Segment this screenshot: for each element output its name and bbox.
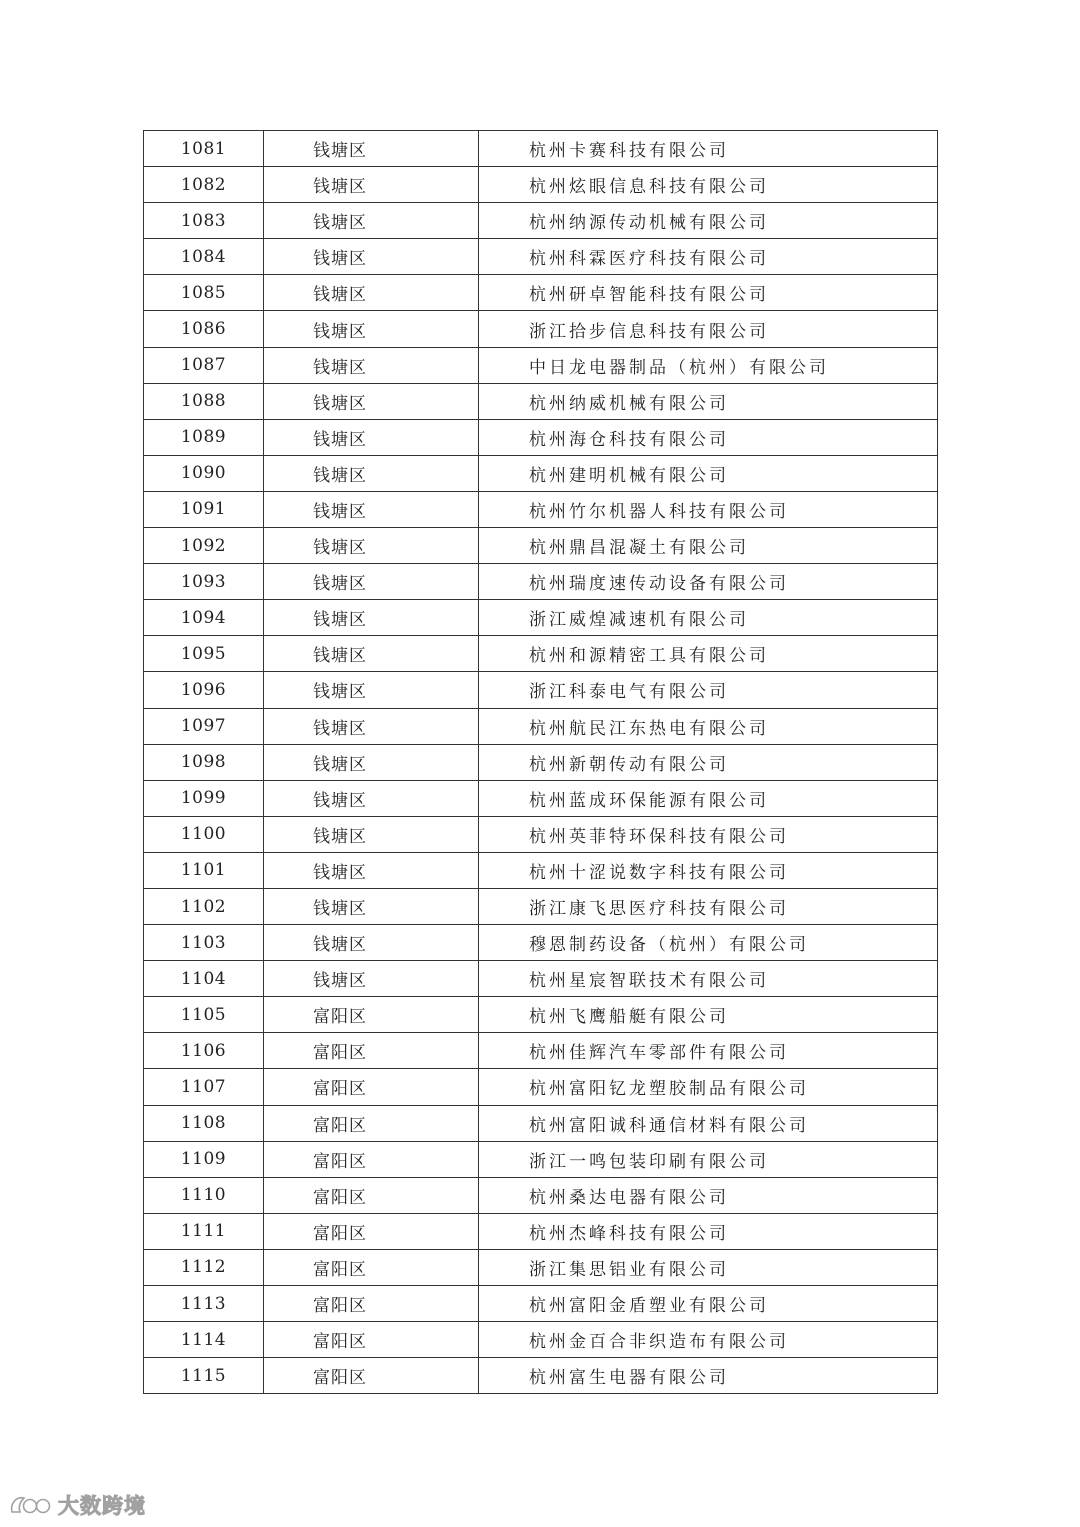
company-name-cell: 浙江一鸣包装印刷有限公司 <box>479 1141 938 1177</box>
row-number-cell: 1082 <box>144 167 264 203</box>
row-number-cell: 1102 <box>144 888 264 924</box>
company-name-cell: 浙江拾步信息科技有限公司 <box>479 311 938 347</box>
company-name-cell: 杭州瑞度速传动设备有限公司 <box>479 564 938 600</box>
company-name-cell: 杭州富阳金盾塑业有限公司 <box>479 1286 938 1322</box>
row-number-cell: 1090 <box>144 455 264 491</box>
district-cell: 钱塘区 <box>264 961 479 997</box>
row-number-cell: 1107 <box>144 1069 264 1105</box>
district-cell: 富阳区 <box>264 1322 479 1358</box>
district-cell: 钱塘区 <box>264 455 479 491</box>
row-number-cell: 1089 <box>144 419 264 455</box>
row-number-cell: 1112 <box>144 1249 264 1285</box>
table-row <box>144 311 938 347</box>
district-cell: 富阳区 <box>264 1069 479 1105</box>
row-number-cell: 1096 <box>144 672 264 708</box>
row-number-cell: 1106 <box>144 1033 264 1069</box>
table-row <box>144 1286 938 1322</box>
company-name-cell: 杭州金百合非织造布有限公司 <box>479 1322 938 1358</box>
district-cell: 钱塘区 <box>264 239 479 275</box>
row-number-cell: 1086 <box>144 311 264 347</box>
district-cell: 钱塘区 <box>264 528 479 564</box>
company-list-table <box>143 130 938 1394</box>
district-cell: 钱塘区 <box>264 600 479 636</box>
row-number-cell: 1093 <box>144 564 264 600</box>
table-row <box>144 925 938 961</box>
company-name-cell: 杭州新朝传动有限公司 <box>479 744 938 780</box>
table-row <box>144 275 938 311</box>
company-name-cell: 杭州研卓智能科技有限公司 <box>479 275 938 311</box>
row-number-cell: 1092 <box>144 528 264 564</box>
table-row <box>144 528 938 564</box>
district-cell: 钱塘区 <box>264 131 479 167</box>
district-cell: 钱塘区 <box>264 672 479 708</box>
company-name-cell: 中日龙电器制品（杭州）有限公司 <box>479 347 938 383</box>
table-row <box>144 1358 938 1394</box>
watermark-text: 大数跨境 <box>58 1494 146 1518</box>
company-name-cell: 穆恩制药设备（杭州）有限公司 <box>479 925 938 961</box>
row-number-cell: 1108 <box>144 1105 264 1141</box>
table-row <box>144 708 938 744</box>
district-cell: 钱塘区 <box>264 636 479 672</box>
table-row <box>144 419 938 455</box>
company-name-cell: 浙江康飞思医疗科技有限公司 <box>479 888 938 924</box>
row-number-cell: 1100 <box>144 816 264 852</box>
table-row <box>144 997 938 1033</box>
company-name-cell: 杭州海仓科技有限公司 <box>479 419 938 455</box>
company-name-cell: 杭州纳源传动机械有限公司 <box>479 203 938 239</box>
district-cell: 富阳区 <box>264 1358 479 1394</box>
table-row <box>144 203 938 239</box>
district-cell: 钱塘区 <box>264 925 479 961</box>
row-number-cell: 1097 <box>144 708 264 744</box>
district-cell: 钱塘区 <box>264 816 479 852</box>
company-name-cell: 杭州星宸智联技术有限公司 <box>479 961 938 997</box>
company-name-cell: 杭州炫眼信息科技有限公司 <box>479 167 938 203</box>
row-number-cell: 1115 <box>144 1358 264 1394</box>
row-number-cell: 1113 <box>144 1286 264 1322</box>
company-name-cell: 杭州杰峰科技有限公司 <box>479 1213 938 1249</box>
district-cell: 富阳区 <box>264 1141 479 1177</box>
company-name-cell: 杭州纳威机械有限公司 <box>479 383 938 419</box>
company-name-cell: 杭州富生电器有限公司 <box>479 1358 938 1394</box>
company-name-cell: 杭州和源精密工具有限公司 <box>479 636 938 672</box>
company-name-cell: 杭州蓝成环保能源有限公司 <box>479 780 938 816</box>
table-row <box>144 780 938 816</box>
row-number-cell: 1098 <box>144 744 264 780</box>
row-number-cell: 1114 <box>144 1322 264 1358</box>
company-name-cell: 杭州英菲特环保科技有限公司 <box>479 816 938 852</box>
row-number-cell: 1087 <box>144 347 264 383</box>
district-cell: 富阳区 <box>264 1033 479 1069</box>
table-row <box>144 744 938 780</box>
table-row <box>144 131 938 167</box>
district-cell: 富阳区 <box>264 1286 479 1322</box>
district-cell: 钱塘区 <box>264 852 479 888</box>
district-cell: 钱塘区 <box>264 203 479 239</box>
row-number-cell: 1111 <box>144 1213 264 1249</box>
table-body <box>144 131 938 1394</box>
row-number-cell: 1084 <box>144 239 264 275</box>
company-name-cell: 杭州竹尔机器人科技有限公司 <box>479 491 938 527</box>
table-row <box>144 1033 938 1069</box>
row-number-cell: 1101 <box>144 852 264 888</box>
district-cell: 钱塘区 <box>264 564 479 600</box>
row-number-cell: 1095 <box>144 636 264 672</box>
company-name-cell: 杭州桑达电器有限公司 <box>479 1177 938 1213</box>
district-cell: 富阳区 <box>264 1105 479 1141</box>
table-row <box>144 167 938 203</box>
row-number-cell: 1091 <box>144 491 264 527</box>
table-row <box>144 383 938 419</box>
company-name-cell: 杭州鼎昌混凝土有限公司 <box>479 528 938 564</box>
table-row <box>144 455 938 491</box>
table-row <box>144 491 938 527</box>
row-number-cell: 1085 <box>144 275 264 311</box>
watermark <box>8 1490 146 1520</box>
table-row <box>144 636 938 672</box>
row-number-cell: 1088 <box>144 383 264 419</box>
table-row <box>144 888 938 924</box>
table-row <box>144 1249 938 1285</box>
district-cell: 富阳区 <box>264 1177 479 1213</box>
company-name-cell: 杭州富阳钇龙塑胶制品有限公司 <box>479 1069 938 1105</box>
district-cell: 钱塘区 <box>264 491 479 527</box>
row-number-cell: 1099 <box>144 780 264 816</box>
district-cell: 钱塘区 <box>264 708 479 744</box>
company-name-cell: 浙江科泰电气有限公司 <box>479 672 938 708</box>
company-name-cell: 杭州佳辉汽车零部件有限公司 <box>479 1033 938 1069</box>
table-row <box>144 347 938 383</box>
company-name-cell: 杭州富阳诚科通信材料有限公司 <box>479 1105 938 1141</box>
table-row <box>144 852 938 888</box>
table-row <box>144 1177 938 1213</box>
district-cell: 钱塘区 <box>264 744 479 780</box>
district-cell: 富阳区 <box>264 997 479 1033</box>
watermark-logo-icon <box>8 1492 52 1518</box>
row-number-cell: 1103 <box>144 925 264 961</box>
company-name-cell: 浙江威煌减速机有限公司 <box>479 600 938 636</box>
district-cell: 钱塘区 <box>264 347 479 383</box>
company-name-cell: 杭州十涩说数字科技有限公司 <box>479 852 938 888</box>
row-number-cell: 1104 <box>144 961 264 997</box>
district-cell: 富阳区 <box>264 1249 479 1285</box>
district-cell: 钱塘区 <box>264 419 479 455</box>
company-name-cell: 杭州科霖医疗科技有限公司 <box>479 239 938 275</box>
table-row <box>144 672 938 708</box>
table-row <box>144 1141 938 1177</box>
row-number-cell: 1081 <box>144 131 264 167</box>
district-cell: 钱塘区 <box>264 383 479 419</box>
table-row <box>144 1105 938 1141</box>
district-cell: 富阳区 <box>264 1213 479 1249</box>
row-number-cell: 1109 <box>144 1141 264 1177</box>
table-row <box>144 1322 938 1358</box>
district-cell: 钱塘区 <box>264 311 479 347</box>
company-name-cell: 浙江集思铝业有限公司 <box>479 1249 938 1285</box>
row-number-cell: 1110 <box>144 1177 264 1213</box>
table-row <box>144 961 938 997</box>
district-cell: 钱塘区 <box>264 167 479 203</box>
table-row <box>144 1213 938 1249</box>
table-row <box>144 239 938 275</box>
company-name-cell: 杭州航民江东热电有限公司 <box>479 708 938 744</box>
company-name-cell: 杭州建明机械有限公司 <box>479 455 938 491</box>
row-number-cell: 1094 <box>144 600 264 636</box>
table-row <box>144 1069 938 1105</box>
row-number-cell: 1083 <box>144 203 264 239</box>
district-cell: 钱塘区 <box>264 888 479 924</box>
table-row <box>144 564 938 600</box>
company-name-cell: 杭州卡赛科技有限公司 <box>479 131 938 167</box>
row-number-cell: 1105 <box>144 997 264 1033</box>
table-row <box>144 816 938 852</box>
company-name-cell: 杭州飞鹰船艇有限公司 <box>479 997 938 1033</box>
table-row <box>144 600 938 636</box>
district-cell: 钱塘区 <box>264 275 479 311</box>
district-cell: 钱塘区 <box>264 780 479 816</box>
